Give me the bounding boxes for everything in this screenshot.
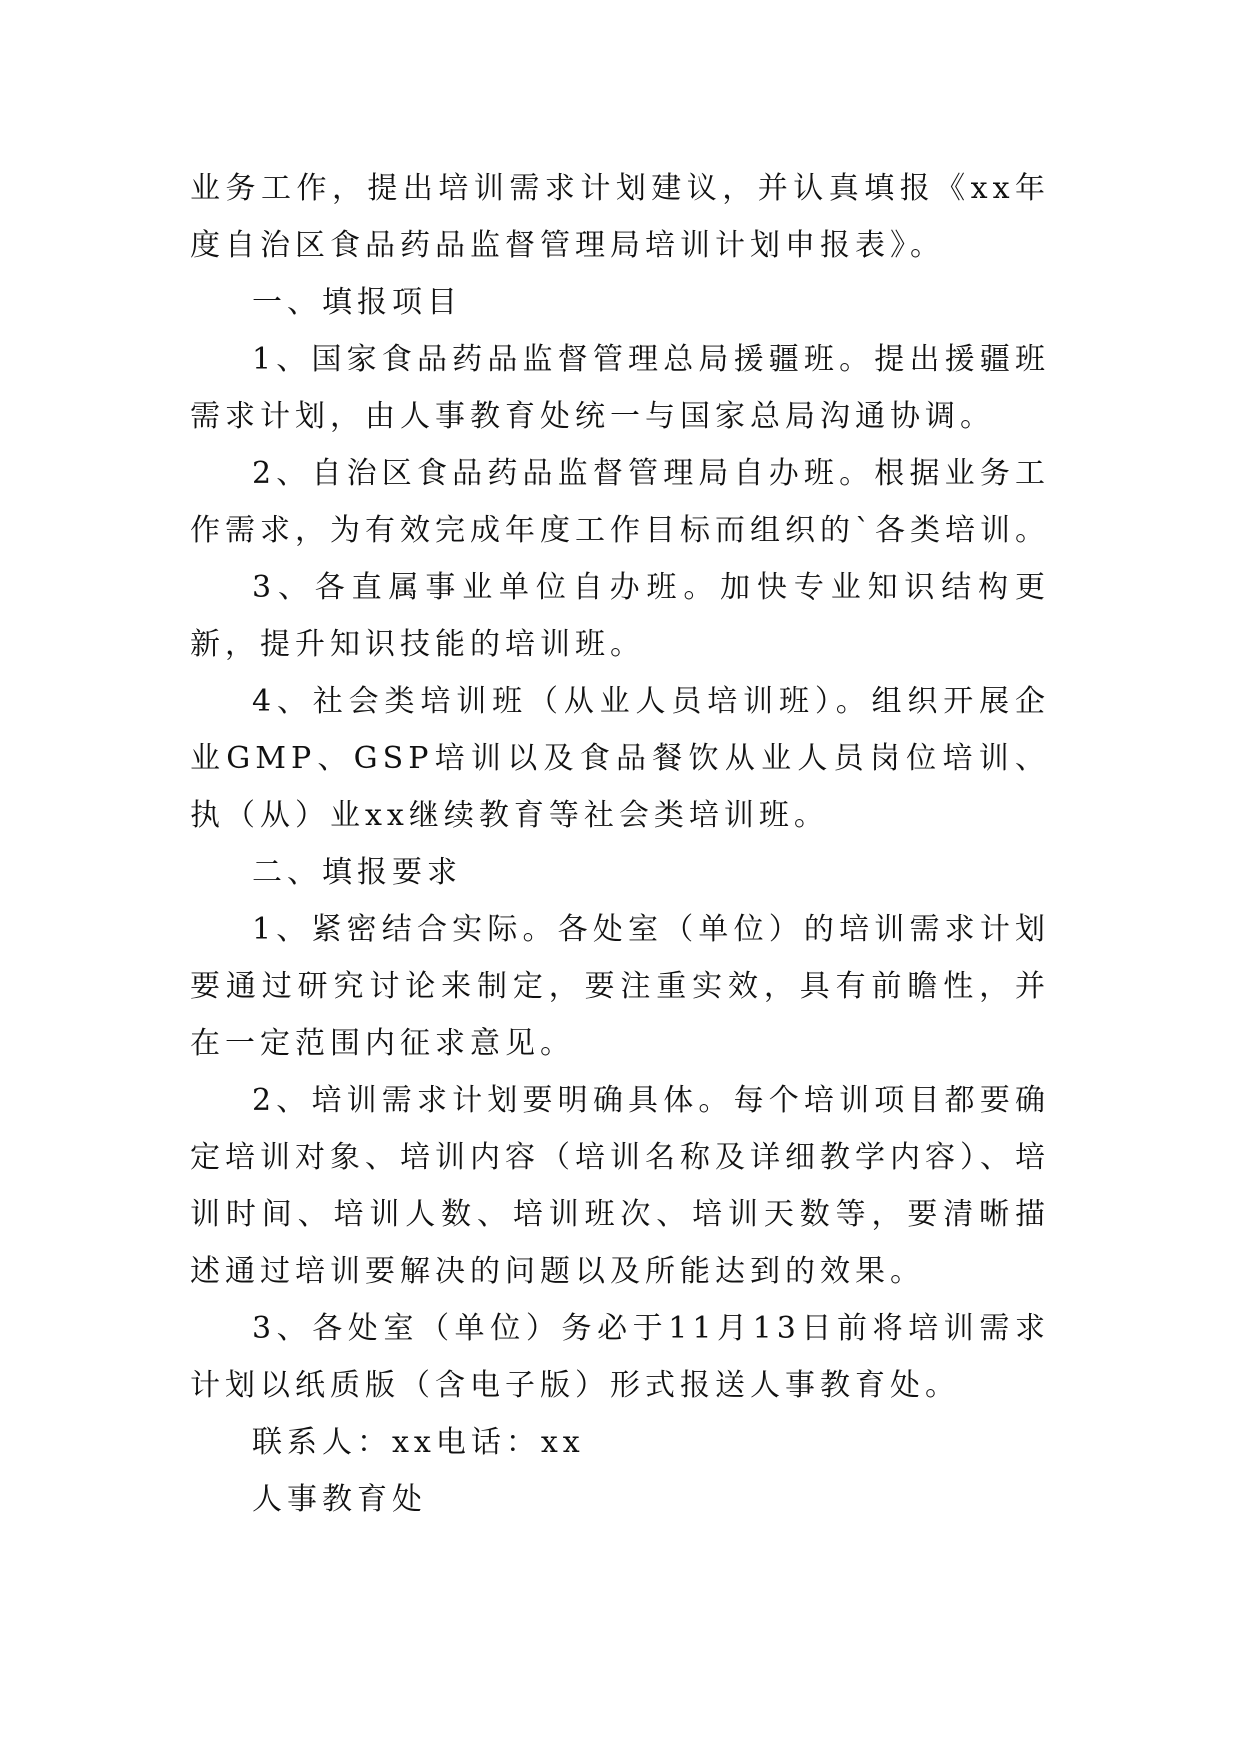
paragraph-requirement-2: 2、培训需求计划要明确具体。每个培训项目都要确定培训对象、培训内容（培训名称及详细教学内容）、培训时间、培训人数、培训班次、培训天数等，要清晰描述通过培训要解决的问题以及所能达到的效果。 [190, 1083, 1050, 1289]
signature-department: 人事教育处 [252, 1482, 427, 1517]
paragraph-requirement-3: 3、各处室（单位）务必于11月13日前将培训需求计划以纸质版（含电子版）形式报送人事教育处。 [190, 1311, 1050, 1403]
section-heading-fill-items: 一、填报项目 [252, 285, 462, 320]
paragraph-item-4: 4、社会类培训班（从业人员培训班）。组织开展企业GMP、GSP培训以及食品餐饮从业人员岗位培训、执（从）业xx继续教育等社会类培训班。 [190, 684, 1050, 833]
document-body [190, 160, 1050, 1528]
paragraph-continuation: 业务工作，提出培训需求计划建议，并认真填报《xx年度自治区食品药品监督管理局培训计划申报表》。 [190, 171, 1050, 263]
paragraph-item-1: 1、国家食品药品监督管理总局援疆班。提出援疆班需求计划，由人事教育处统一与国家总局沟通协调。 [190, 342, 1050, 434]
paragraph-item-2: 2、自治区食品药品监督管理局自办班。根据业务工作需求，为有效完成年度工作目标而组织的`各类培训。 [190, 456, 1050, 548]
contact-line: 联系人：xx电话：xx [252, 1425, 585, 1460]
paragraph-item-3: 3、各直属事业单位自办班。加快专业知识结构更新，提升知识技能的培训班。 [190, 570, 1050, 662]
paragraph-requirement-1: 1、紧密结合实际。各处室（单位）的培训需求计划要通过研究讨论来制定，要注重实效，具有前瞻性，并在一定范围内征求意见。 [190, 912, 1050, 1061]
section-heading-fill-requirements: 二、填报要求 [252, 855, 462, 890]
